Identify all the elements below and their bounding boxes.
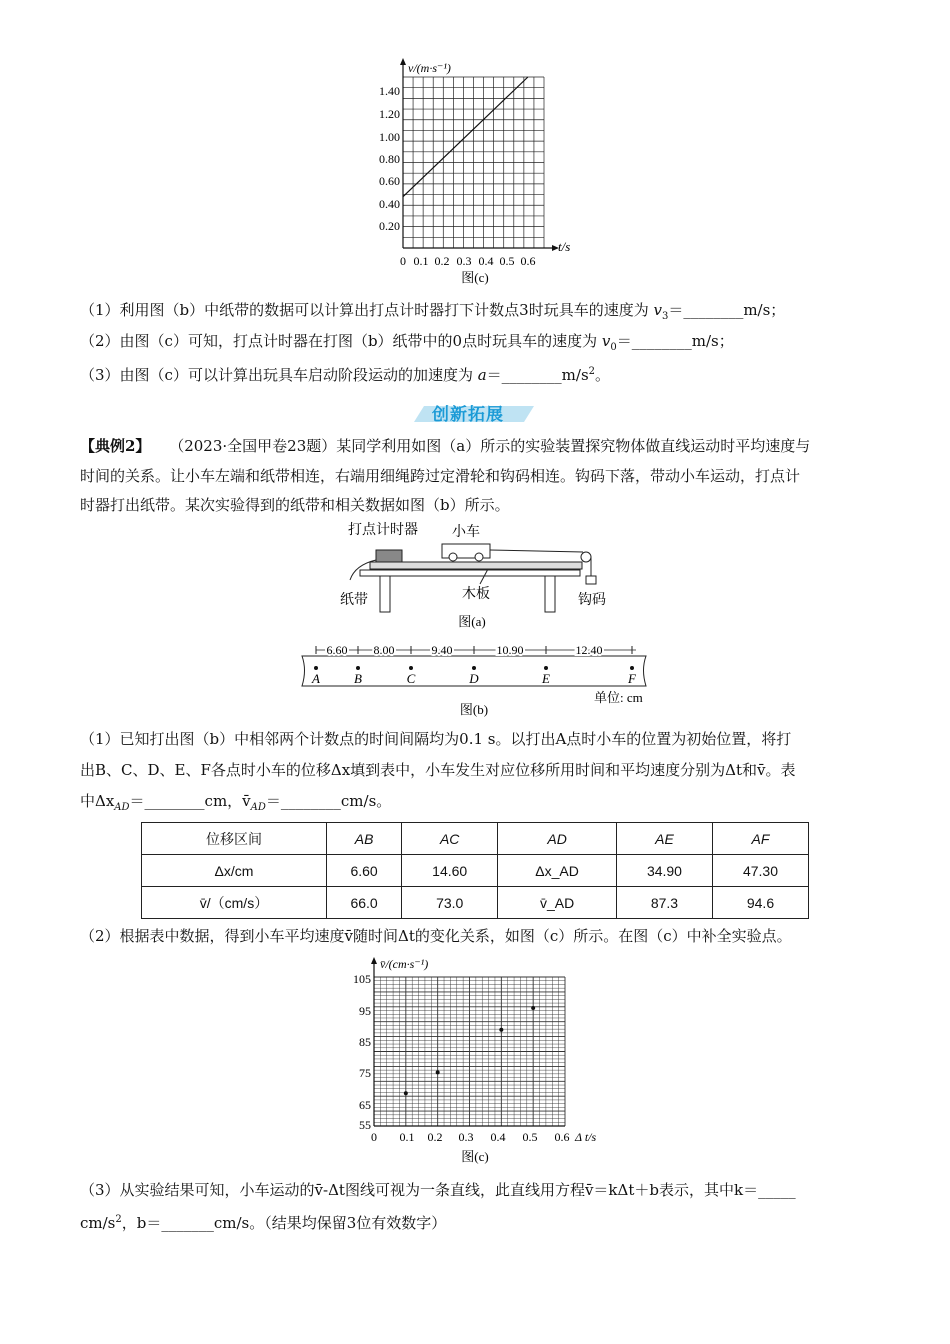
table-leg-left — [380, 576, 390, 612]
q2-sub: 0 — [610, 342, 617, 353]
q2-1-sub1: AD — [114, 802, 130, 813]
bottom-x-tick-6: 0.6 — [554, 1130, 570, 1144]
table-header-cell: AB — [326, 823, 401, 855]
top-x-tick-2: 0.2 — [434, 254, 450, 268]
question-1-part1 — [80, 300, 785, 327]
top-x-tick-1: 0.1 — [413, 254, 429, 268]
bottom-y-tick-0: 105 — [353, 972, 371, 986]
bottom-y-axis-label: v̄/(cm·s⁻¹) — [380, 957, 429, 971]
table-header-cell: AD — [498, 823, 617, 855]
table-cell: v̄_AD — [498, 887, 617, 919]
table-cell: 47.30 — [712, 855, 808, 887]
top-y-tick-5: 0.40 — [379, 197, 400, 211]
bottom-y-tick-4: 65 — [359, 1098, 371, 1112]
figure-a-apparatus — [330, 520, 630, 635]
top-x-tick-4: 0.4 — [478, 254, 494, 268]
top-x-tick-0: 0 — [400, 254, 406, 268]
q1-suffix: ＝________m/s； — [668, 301, 786, 319]
timer-body — [376, 550, 402, 562]
segment-EF: 12.40 — [575, 643, 603, 657]
q3-suffix: ＝________m/s — [486, 366, 589, 384]
table-cell: v̄/（cm/s） — [142, 887, 327, 919]
figure-b-tape — [296, 640, 656, 720]
example2-text1: 某同学利用如图（a）所示的实验装置探究物体做直线运动时平均速度与 — [336, 437, 811, 455]
bottom-data-point — [531, 1006, 535, 1010]
q2-1-line3a: 中Δx — [80, 792, 115, 810]
example2-label: 【典例2】 — [80, 437, 151, 455]
data-table — [141, 822, 809, 919]
table-header-cell: AE — [616, 823, 712, 855]
segment-DE: 10.90 — [496, 643, 524, 657]
table-cell: 34.90 — [616, 855, 712, 887]
table-cell: Δx/cm — [142, 855, 327, 887]
bottom-x-tick-4: 0.4 — [490, 1130, 506, 1144]
example2-source: （2023·全国甲卷23题） — [169, 437, 337, 455]
segment-CD: 9.40 — [431, 643, 453, 657]
example2-line1 — [80, 436, 810, 456]
timer-label: 打点计时器 — [348, 523, 418, 538]
segment-BC: 8.00 — [373, 643, 395, 657]
q3-prefix: （3）由图（c）可以计算出玩具车启动阶段运动的加速度为 — [80, 366, 478, 384]
q2-3-line1: （3）从实验结果可知，小车运动的v̄-Δt图线可视为一条直线，此直线用方程v̄＝kΔt＋b表示，其中k＝_____ — [80, 1181, 796, 1199]
q2-3-line2 — [80, 1210, 446, 1233]
bottom-y-arrow — [371, 957, 377, 964]
bottom-grid — [371, 957, 565, 1126]
table-top — [360, 570, 580, 576]
bottom-scatter-chart — [330, 955, 620, 1170]
top-y-tick-3: 0.80 — [379, 152, 400, 166]
bottom-data-point — [404, 1091, 408, 1095]
wooden-board — [370, 562, 582, 569]
q1-prefix: （1）利用图（b）中纸带的数据可以计算出打点计时器打下计数点3时玩具车的速度为 — [80, 301, 654, 319]
table-leg-right — [545, 576, 555, 612]
q3-var: a — [477, 366, 487, 384]
q3-sup: 2 — [588, 366, 596, 377]
string — [490, 550, 583, 552]
top-series-line — [403, 77, 528, 197]
q2-suffix: ＝________m/s； — [616, 332, 734, 350]
point-E: E — [542, 671, 550, 686]
table-header-cell: AC — [402, 823, 498, 855]
top-y-tick-2: 1.00 — [379, 130, 400, 144]
q2-2-text: （2）根据表中数据，得到小车平均速度v̄随时间Δt的变化关系，如图（c）所示。在图（c）中补全实验点。 — [80, 927, 792, 945]
example2-line2: 时间的关系。让小车左端和纸带相连，右端用细绳跨过定滑轮和钩码相连。钩码下落，带动小车运动，打点计 — [80, 467, 801, 485]
segment-AB: 6.60 — [326, 643, 348, 657]
q3-end: 。 — [595, 366, 611, 384]
top-x-tick-3: 0.3 — [456, 254, 472, 268]
section-heading — [414, 400, 534, 424]
q2-1-line3c: ＝________cm/s。 — [265, 792, 392, 810]
point-C: C — [406, 671, 416, 686]
top-y-tick-6: 0.20 — [379, 219, 400, 233]
bottom-y-tick-1: 95 — [359, 1004, 371, 1018]
table-cell: 14.60 — [402, 855, 498, 887]
table-header-cell: 位移区间 — [142, 823, 327, 855]
example2-line3: 时器打出纸带。某次实验得到的纸带和相关数据如图（b）所示。 — [80, 496, 510, 514]
top-grid — [400, 58, 559, 251]
q2-3-line2a: cm/s — [80, 1214, 116, 1232]
top-x-tick-6: 0.6 — [520, 254, 536, 268]
pulley — [581, 552, 591, 562]
top-y-tick-0: 1.40 — [379, 84, 400, 98]
top-x-tick-5: 0.5 — [499, 254, 515, 268]
point-B: B — [354, 671, 362, 686]
q1-sub: 3 — [661, 311, 669, 322]
bottom-x-tick-3: 0.3 — [458, 1130, 474, 1144]
table-header-cell: AF — [712, 823, 808, 855]
bottom-caption: 图(c) — [461, 1149, 489, 1164]
q2-1-line3 — [80, 791, 391, 818]
q1-var: v — [653, 301, 662, 319]
q2-prefix: （2）由图（c）可知，打点计时器在打图（b）纸带中的0点时玩具车的速度为 — [80, 332, 602, 350]
bottom-data-point — [499, 1028, 503, 1032]
tape-label: 纸带 — [340, 593, 368, 608]
top-x-axis-label: t/s — [558, 239, 571, 254]
table-cell: 94.6 — [712, 887, 808, 919]
unit-label: 单位: cm — [594, 690, 643, 705]
table-cell: Δx_AD — [498, 855, 617, 887]
bottom-y-tick-2: 85 — [359, 1035, 371, 1049]
cart-label: 小车 — [452, 525, 480, 540]
table-row — [142, 855, 809, 887]
q2-3-sup: 2 — [115, 1214, 122, 1225]
bottom-x-tick-5: 0.5 — [522, 1130, 538, 1144]
top-y-arrow — [400, 58, 406, 65]
board-label: 木板 — [462, 587, 490, 602]
point-F: F — [628, 671, 636, 686]
top-vt-chart — [360, 55, 590, 285]
figure-b-caption: 图(b) — [459, 702, 489, 717]
top-caption: 图(c) — [461, 270, 489, 285]
weight-label: 钩码 — [578, 593, 606, 608]
bottom-x-tick-1: 0.1 — [399, 1130, 415, 1144]
q2-1-line1: （1）已知打出图（b）中相邻两个计数点的时间间隔均为0.1 s。以打出A点时小车的位置为初始位置，将打 — [80, 730, 792, 748]
table-cell: 87.3 — [616, 887, 712, 919]
q2-1-line2: 出B、C、D、E、F各点时小车的位移Δx填到表中，小车发生对应位移所用时间和平均速度分别为Δt和v̄。表 — [80, 761, 796, 779]
table-cell: 66.0 — [326, 887, 401, 919]
q2-var: v — [601, 332, 611, 350]
table-cell: 73.0 — [402, 887, 498, 919]
question-2-part1 — [80, 331, 734, 358]
section-heading-text: 创新拓展 — [432, 405, 504, 425]
top-y-axis-label: v/(m·s⁻¹) — [408, 61, 451, 75]
point-D: D — [469, 671, 479, 686]
bottom-data-point — [436, 1070, 440, 1074]
q2-1-line3b: ＝________cm，v̄ — [129, 792, 251, 810]
table-cell: 6.60 — [326, 855, 401, 887]
table-row — [142, 887, 809, 919]
bottom-y-tick-3: 75 — [359, 1066, 371, 1080]
cart-wheel-left — [449, 553, 457, 561]
bottom-x-tick-2: 0.2 — [427, 1130, 443, 1144]
hook-weight — [586, 576, 596, 584]
question-3-part1 — [80, 362, 610, 385]
cart-wheel-right — [475, 553, 483, 561]
figure-a-caption: 图(a) — [458, 614, 486, 629]
q2-1-sub2: AD — [250, 802, 266, 813]
top-y-tick-1: 1.20 — [379, 107, 400, 121]
bottom-x-axis-label: Δ t/s — [575, 1130, 597, 1144]
point-A: A — [312, 671, 320, 686]
bottom-x-tick-0: 0 — [371, 1130, 377, 1144]
q2-3-line2b: ，b＝_______cm/s。（结果均保留3位有效数字） — [121, 1214, 447, 1232]
top-y-tick-4: 0.60 — [379, 174, 400, 188]
table-header-row — [142, 823, 809, 855]
bottom-y-tick-5: 55 — [359, 1118, 371, 1132]
